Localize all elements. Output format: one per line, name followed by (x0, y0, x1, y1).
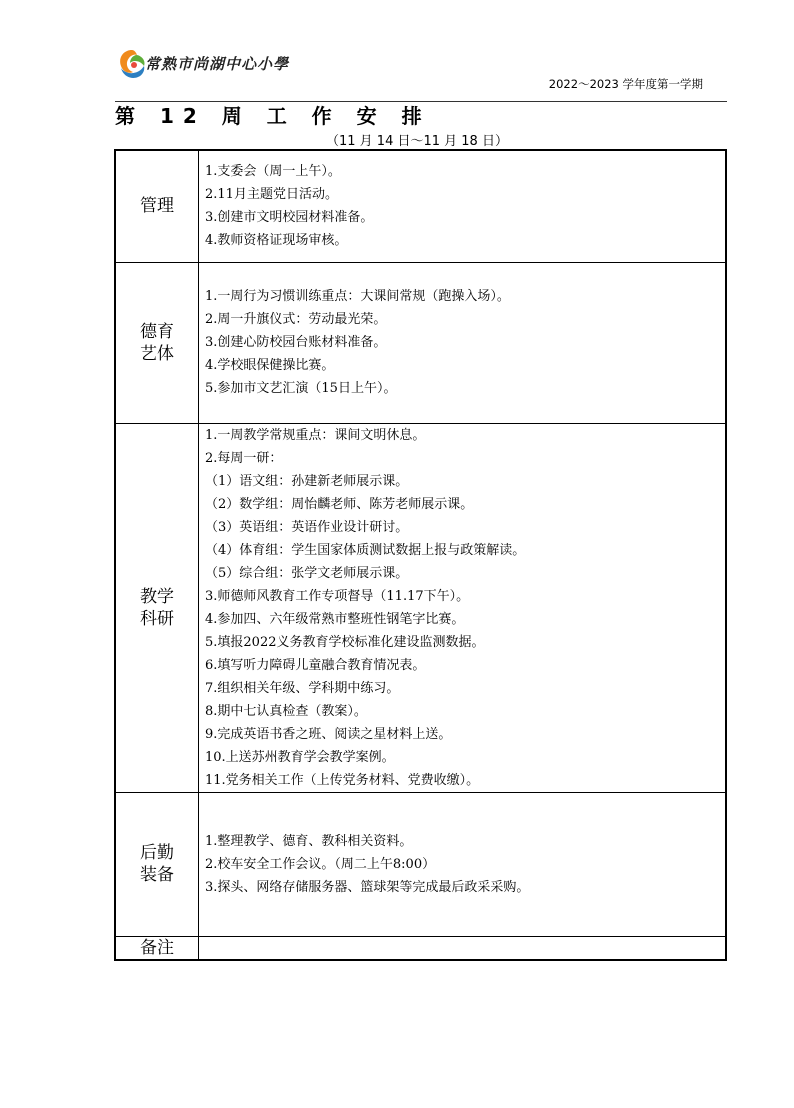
page-header (115, 44, 727, 102)
category-label: 艺体 (140, 343, 174, 364)
list-item: 4.教师资格证现场审核。 (205, 233, 348, 249)
content-cell (199, 150, 727, 262)
list-item: 2.每周一研： (205, 450, 283, 466)
list-item: （1）语文组：孙建新老师展示课。 (205, 473, 409, 489)
list-item: 11.党务相关工作（上传党务材料、党费收缴）。 (205, 772, 480, 788)
table-row (115, 792, 726, 936)
category-label: 德育 (140, 321, 174, 342)
category-cell (115, 150, 199, 262)
list-item: 5.参加市文艺汇演（15日上午）。 (205, 381, 397, 396)
list-item: 2.11月主题党日活动。 (205, 187, 338, 203)
list-item: 3.创建市文明校园材料准备。 (205, 210, 374, 226)
table-row (115, 936, 726, 960)
list-item: （4）体育组：学生国家体质测试数据上报与政策解读。 (205, 542, 526, 558)
list-item: 3.创建心防校园台账材料准备。 (205, 335, 387, 350)
list-item: 1.整理教学、德育、教科相关资料。 (205, 833, 413, 849)
category-label: 教学 (140, 586, 174, 607)
list-item: 1.支委会（周一上午）。 (205, 164, 341, 180)
category-label: 管理 (140, 196, 174, 217)
school-logo-icon (115, 46, 149, 82)
table-row (115, 423, 726, 792)
content-cell (199, 262, 727, 423)
work-plan-table (114, 149, 727, 961)
list-item: 2.周一升旗仪式：劳动最光荣。 (205, 312, 387, 327)
school-name: 常熟市尚湖中心小學 (145, 55, 290, 73)
category-label: 装备 (140, 865, 174, 885)
category-cell (115, 423, 199, 792)
content-cell (199, 936, 727, 960)
category-label: 备注 (140, 937, 174, 958)
content-cell (199, 792, 727, 936)
list-item: 5.填报2022义务教育学校标准化建设监测数据。 (205, 634, 485, 650)
list-item: 8.期中七认真检查（教案）。 (205, 703, 367, 719)
list-item: 1.一周行为习惯训练重点：大课间常规（跑操入场）。 (205, 289, 510, 304)
list-item: 9.完成英语书香之班、阅读之星材料上送。 (205, 726, 452, 742)
category-cell (115, 792, 199, 936)
list-item: 4.参加四、六年级常熟市整班性钢笔字比赛。 (205, 611, 465, 627)
list-item: （5）综合组：张学文老师展示课。 (205, 565, 409, 581)
list-item: 2.校车安全工作会议。（周二上午8:00） (205, 856, 436, 872)
list-item: 10.上送苏州教育学会教学案例。 (205, 749, 395, 765)
list-item: 7.组织相关年级、学科期中练习。 (205, 680, 400, 696)
table-row (115, 150, 726, 262)
list-item: 1.一周教学常规重点：课间文明休息。 (205, 427, 426, 443)
page-title: 第 12 周 工 作 安 排 (115, 104, 431, 128)
list-item: （3）英语组：英语作业设计研讨。 (205, 519, 409, 535)
list-item: 4.学校眼保健操比赛。 (205, 358, 335, 373)
table-row (115, 262, 726, 423)
list-item: 3.师德师风教育工作专项督导（11.17下午）。 (205, 588, 470, 604)
list-item: 3.探头、网络存储服务器、篮球架等完成最后政采采购。 (205, 879, 530, 895)
date-range: （11 月 14 日～11 月 18 日） (326, 134, 508, 149)
category-cell (115, 936, 199, 960)
list-item: 6.填写听力障碍儿童融合教育情况表。 (205, 657, 426, 673)
content-cell (199, 423, 727, 792)
school-term: 2022～2023 学年度第一学期 (548, 77, 703, 91)
list-item: （2）数学组：周怡麟老师、陈芳老师展示课。 (205, 496, 474, 512)
category-label: 科研 (140, 608, 174, 629)
category-cell (115, 262, 199, 423)
category-label: 后勤 (140, 843, 174, 863)
